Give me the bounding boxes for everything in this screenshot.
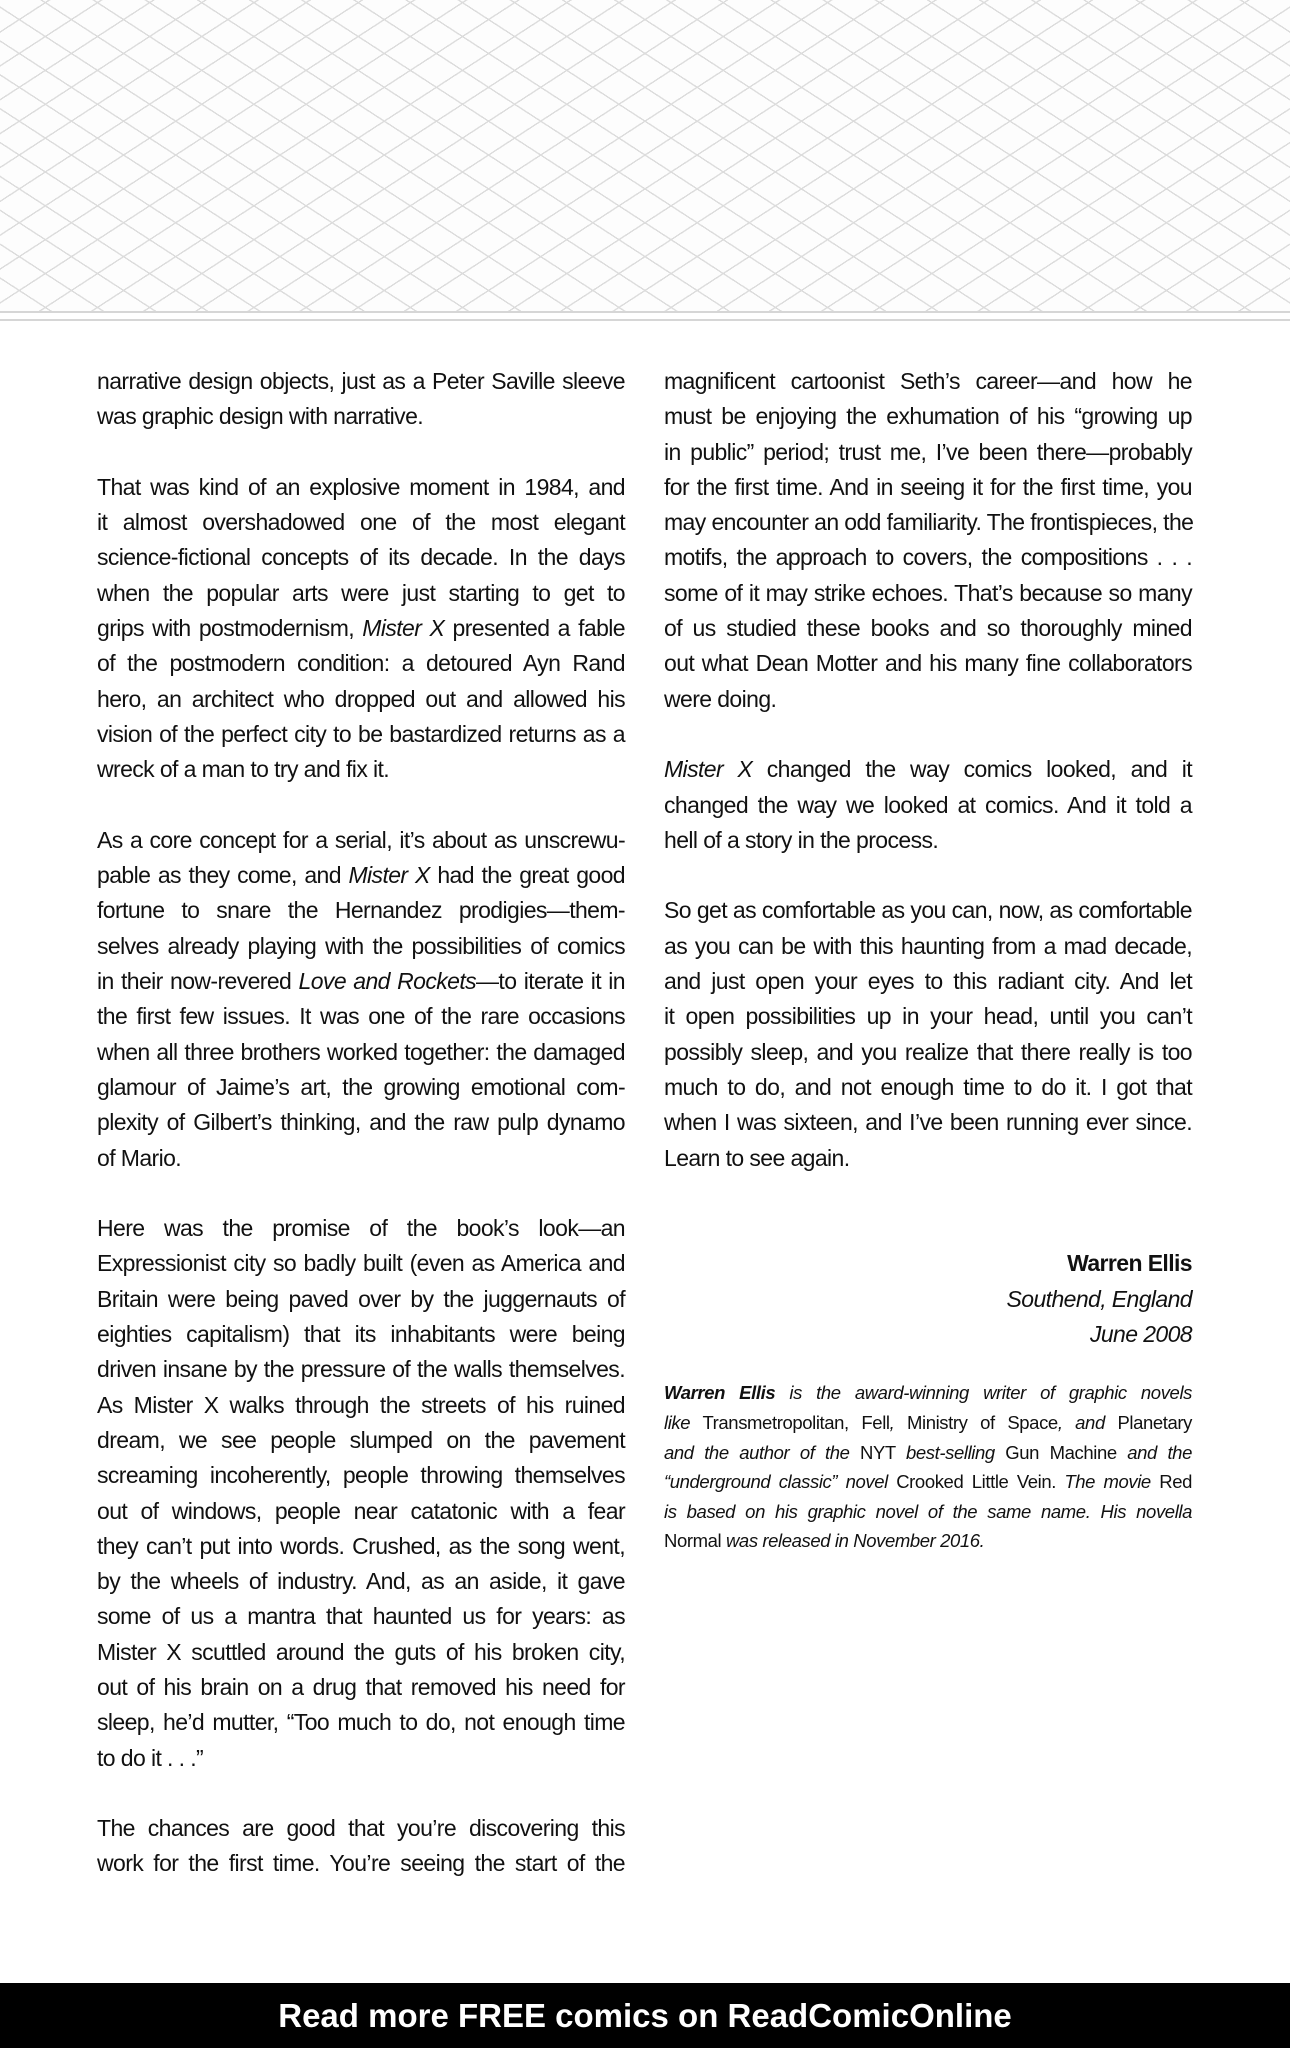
bio-line [664,1438,1192,1468]
paragraph-3 [97,823,625,1176]
text-span: best-selling [906,1441,995,1463]
author-location: Southend, England [1006,1285,1192,1312]
text-line: out of his brain on a drug that removed his need for [97,1673,625,1700]
movie-title: Red [1150,1471,1192,1493]
text-span: NYT [849,1441,906,1463]
book-title: Normal [664,1530,726,1552]
paragraph-4 [97,1211,625,1776]
text-line: some of it may strike echoes. That’s because so many [664,579,1192,606]
title-italic: Mister X [362,615,445,642]
text-line: it open possibilities up in your head, until you can’t [664,1003,1192,1030]
text-line: Mister X scuttled around the guts of his broken city, [97,1638,625,1665]
author-name: Warren Ellis [1067,1250,1192,1277]
text-line: may encounter an odd familiarity. The frontispieces, the [664,509,1194,536]
title-italic: Mister X [348,862,430,889]
bio-line [664,1378,1192,1408]
paragraph-1 [97,364,625,435]
text-span: and the [1127,1441,1192,1463]
text-span: , and [1057,1411,1105,1433]
text-span: The movie [1064,1471,1151,1493]
text-line: and just open your eyes to this radiant city. And let [664,968,1192,995]
bio-line [664,1408,1192,1438]
left-text-column [97,364,625,1882]
text-line: As a core concept for a serial, it’s about as unscrewu- [97,826,625,853]
paragraph-6 [664,364,1192,717]
text-span: had the great good [429,862,625,889]
header-divider-bottom [0,319,1290,321]
text-line: The chances are good that you’re discovering this [97,1815,625,1842]
text-span: —to iterate it in [476,968,625,995]
paragraph-2 [97,470,625,788]
book-title: Crooked Little Vein. [887,1471,1065,1493]
book-title: Transmetropolitan, Fell [690,1411,890,1433]
title-italic: Mister X [664,756,753,783]
text-line: dream, we see people slumped on the pavement [97,1426,625,1453]
text-line: when the popular arts were just starting to get to [97,579,625,606]
paragraph-5 [97,1811,625,1882]
text-line: some of us a mantra that haunted us for years: as [97,1603,625,1630]
text-line: it almost overshadowed one of the most elegant [97,509,625,536]
text-line: wreck of a man to try and fix it. [97,756,390,783]
text-line: for the first time. And in seeing it for the first time, you [664,473,1192,500]
text-line [97,858,625,893]
text-line: they can’t put into words. Crushed, as the song went, [97,1532,625,1559]
text-line: selves already playing with the possibilities of comics [97,932,625,959]
text-line: out what Dean Motter and his many fine collaborators [664,650,1192,677]
paragraph-7 [664,752,1192,858]
text-line: hell of a story in the process. [664,826,939,853]
text-line: were doing. [664,685,777,712]
text-line: vision of the perfect city to be bastardized returns as a [97,720,625,747]
text-span: , [889,1411,895,1433]
text-line: plexity of Gilbert’s thinking, and the raw pulp dynamo [97,1109,625,1136]
text-line [97,611,625,646]
text-line: must be enjoying the exhumation of his “growing up [664,403,1192,430]
text-line: when all three brothers worked together: the damaged [97,1038,625,1065]
promo-banner[interactable] [0,1983,1290,2048]
text-line: eighties capitalism) that its inhabitants were being [97,1321,625,1348]
text-line: screaming incoherently, people throwing themselves [97,1462,625,1489]
text-line: changed the way we looked at comics. And it told a [664,791,1192,818]
text-line: by the wheels of industry. And, as an aside, it gave [97,1568,625,1595]
text-line: That was kind of an explosive moment in 1984, and [97,473,625,500]
signature-block [664,1246,1192,1352]
text-line: possibly sleep, and you realize that there really is too [664,1038,1192,1065]
signature-date: June 2008 [1089,1321,1192,1348]
text-span: is the award-winning writer of graphic novels [775,1382,1192,1404]
text-line: Here was the promise of the book’s look—an [97,1215,625,1242]
text-span: like [664,1411,691,1433]
text-line: of us studied these books and so thoroughly mined [664,615,1192,642]
header-lattice-pattern [0,0,1290,311]
text-line: to do it . . .” [97,1744,204,1771]
paragraph-8 [664,893,1192,1175]
text-line: as you can be with this haunting from a mad decade, [664,932,1192,959]
text-line: fortune to snare the Hernandez prodigies—them- [97,897,625,924]
text-line: much to do, and not enough time to do it. I got that [664,1073,1192,1100]
text-span: “underground classic” novel [664,1471,888,1493]
text-line: of Mario. [97,1144,182,1171]
text-line: in public” period; trust me, I’ve been there—probably [664,438,1192,465]
text-span: grips with postmodernism, [97,615,363,642]
author-bio [664,1378,1192,1556]
header-divider-top [0,311,1290,313]
text-line [664,752,1192,787]
bio-line: is based on his graphic novel of the same name. His novella [664,1500,1192,1522]
text-line: out of windows, people near catatonic with a fear [97,1497,625,1524]
text-line: magnificent cartoonist Seth’s career—and how he [664,368,1192,394]
text-line: the first few issues. It was one of the rare occasions [97,1003,625,1030]
text-line: Learn to see again. [664,1144,850,1171]
text-line: science-fictional concepts of its decade. In the days [97,544,625,571]
text-line [97,964,625,999]
title-italic: Love and Rockets [298,968,477,995]
text-span: changed the way comics looked, and it [752,756,1192,783]
book-title: Ministry of Space [894,1411,1058,1433]
text-line: So get as comfortable as you can, now, as comfortable [664,897,1192,924]
text-span: pable as they come, and [97,862,349,889]
text-line: was graphic design with narrative. [97,403,424,430]
text-line: motifs, the approach to covers, the compositions . . . [664,544,1192,571]
book-title: Gun Machine [994,1441,1128,1463]
text-line: narrative design objects, just as a Peter Saville sleeve [97,368,625,394]
bio-author-name: Warren Ellis [664,1382,776,1404]
text-span: was released in November 2016. [725,1530,985,1552]
text-line: Britain were being paved over by the juggernauts of [97,1285,625,1312]
right-text-column [664,364,1192,1556]
text-line: Expressionist city so badly built (even as America and [97,1250,625,1277]
text-line: As Mister X walks through the streets of his ruined [97,1391,625,1418]
book-title: Planetary [1104,1411,1193,1433]
text-line: of the postmodern condition: a detoured Ayn Rand [97,650,625,677]
text-line: sleep, he’d mutter, “Too much to do, not enough time [97,1709,625,1736]
text-line: glamour of Jaime’s art, the growing emotional com- [97,1073,625,1100]
text-line: driven insane by the pressure of the walls themselves. [97,1356,625,1383]
bio-line [664,1526,1192,1556]
text-line: hero, an architect who dropped out and allowed his [97,685,625,712]
bio-line [664,1467,1192,1497]
text-line: when I was sixteen, and I’ve been running ever since. [664,1109,1192,1136]
promo-banner-text[interactable]: Read more FREE comics on ReadComicOnline [278,1996,1012,2034]
text-line: work for the first time. You’re seeing the start of the [97,1850,625,1877]
text-span: presented a fable [444,615,625,642]
text-span: and the author of the [664,1441,850,1463]
text-span: in their now-revered [97,968,299,995]
